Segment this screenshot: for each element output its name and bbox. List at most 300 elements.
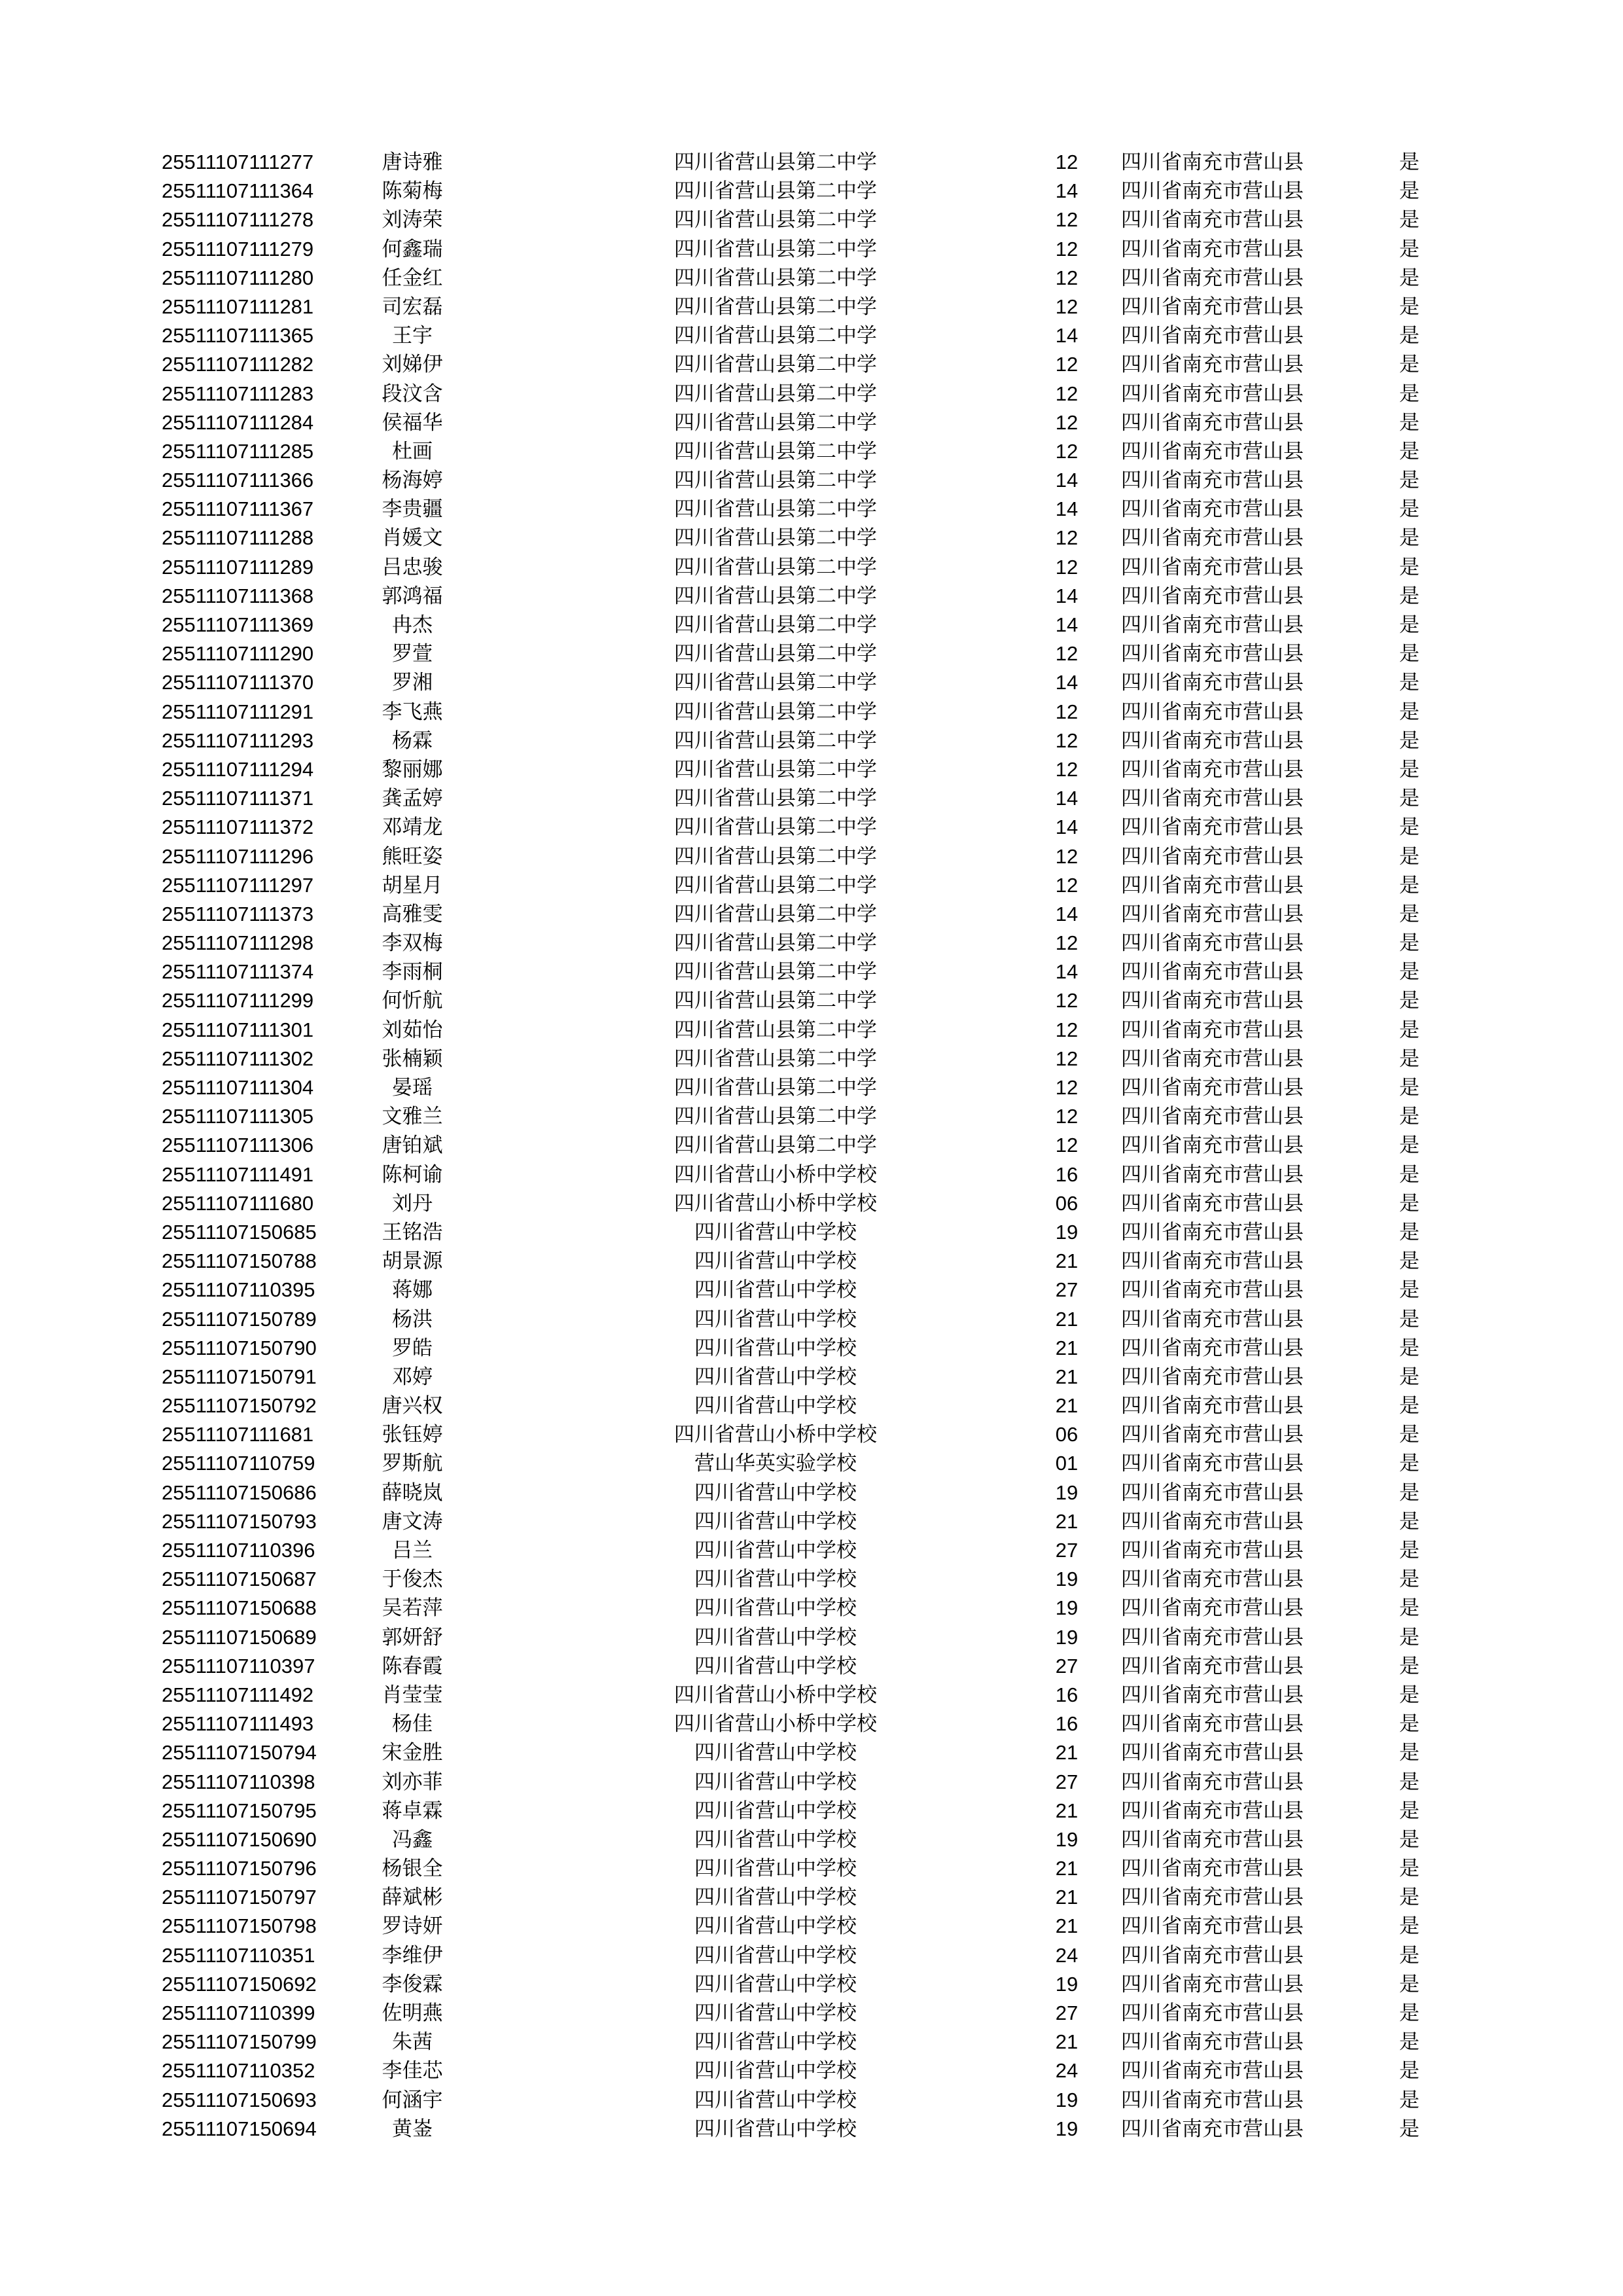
student-id-cell: 25511107111306 — [162, 1134, 314, 1157]
table-row — [0, 755, 1623, 784]
table-row — [0, 842, 1623, 871]
student-id-cell: 25511107111370 — [162, 671, 314, 694]
region-cell: 四川省南充市营山县 — [1121, 1914, 1304, 1939]
student-id-cell: 25511107111298 — [162, 931, 314, 955]
table-row — [0, 1334, 1623, 1363]
category-code-cell: 21 — [1055, 1799, 1079, 1822]
region-cell: 四川省南充市营山县 — [1121, 1047, 1304, 1071]
student-id-cell: 25511107150792 — [162, 1394, 317, 1418]
student-id-cell: 25511107111285 — [162, 439, 314, 463]
category-code-cell: 01 — [1055, 1452, 1079, 1475]
school-name-cell: 四川省营山中学校 — [694, 1886, 857, 1910]
table-row — [0, 1391, 1623, 1420]
school-name-cell: 四川省营山小桥中学校 — [674, 1162, 877, 1187]
student-name-cell: 任金红 — [382, 266, 443, 290]
status-flag-cell: 是 — [1399, 1943, 1419, 1967]
status-flag-cell: 是 — [1399, 1220, 1419, 1244]
student-name-cell: 吕忠骏 — [382, 555, 443, 579]
school-name-cell: 四川省营山中学校 — [694, 2088, 857, 2112]
student-name-cell: 文雅兰 — [382, 1105, 443, 1129]
category-code-cell: 12 — [1055, 728, 1079, 752]
student-name-cell: 张钰婷 — [382, 1423, 443, 1447]
school-name-cell: 四川省营山中学校 — [694, 1827, 857, 1852]
student-name-cell: 龚孟婷 — [382, 787, 443, 811]
student-id-cell: 25511107111493 — [162, 1712, 314, 1736]
student-name-cell: 宋金胜 — [382, 1741, 443, 1765]
student-id-cell: 25511107111282 — [162, 353, 314, 376]
student-id-cell: 25511107111369 — [162, 613, 314, 636]
student-id-cell: 25511107150690 — [162, 1827, 317, 1851]
region-cell: 四川省南充市营山县 — [1121, 208, 1304, 232]
category-code-cell: 14 — [1055, 497, 1079, 521]
status-flag-cell: 是 — [1399, 816, 1419, 840]
student-id-cell: 25511107150797 — [162, 1886, 317, 1909]
table-row — [0, 437, 1623, 466]
student-name-cell: 陈柯谕 — [382, 1162, 443, 1187]
region-cell: 四川省南充市营山县 — [1121, 1336, 1304, 1360]
category-code-cell: 12 — [1055, 555, 1079, 579]
region-cell: 四川省南充市营山县 — [1121, 1423, 1304, 1447]
category-code-cell: 19 — [1055, 2088, 1079, 2111]
category-code-cell: 12 — [1055, 844, 1079, 868]
category-code-cell: 12 — [1055, 1076, 1079, 1099]
region-cell: 四川省南充市营山县 — [1121, 382, 1304, 406]
status-flag-cell: 是 — [1399, 1394, 1419, 1418]
category-code-cell: 12 — [1055, 439, 1079, 463]
school-name-cell: 四川省营山中学校 — [694, 1249, 857, 1274]
student-name-cell: 刘茹怡 — [382, 1018, 443, 1042]
school-name-cell: 四川省营山小桥中学校 — [674, 1423, 877, 1447]
student-id-cell: 25511107150694 — [162, 2117, 317, 2140]
student-id-cell: 25511107110399 — [162, 2001, 315, 2024]
student-id-cell: 25511107111371 — [162, 787, 314, 810]
table-row — [0, 1854, 1623, 1883]
status-flag-cell: 是 — [1399, 1307, 1419, 1331]
school-name-cell: 四川省营山县第二中学 — [674, 439, 877, 463]
student-id-cell: 25511107150795 — [162, 1799, 317, 1822]
status-flag-cell: 是 — [1399, 728, 1419, 753]
student-name-cell: 杨佳 — [392, 1712, 433, 1736]
table-row — [0, 2028, 1623, 2056]
student-name-cell: 杨洪 — [392, 1307, 433, 1331]
region-cell: 四川省南充市营山县 — [1121, 237, 1304, 261]
region-cell: 四川省南充市营山县 — [1121, 960, 1304, 984]
region-cell: 四川省南充市营山县 — [1121, 439, 1304, 463]
student-id-cell: 25511107110398 — [162, 1770, 315, 1793]
school-name-cell: 四川省营山县第二中学 — [674, 1076, 877, 1100]
region-cell: 四川省南充市营山县 — [1121, 353, 1304, 377]
status-flag-cell: 是 — [1399, 1799, 1419, 1823]
category-code-cell: 12 — [1055, 526, 1079, 550]
school-name-cell: 四川省营山县第二中学 — [674, 1105, 877, 1129]
student-id-cell: 25511107150687 — [162, 1568, 317, 1591]
table-row — [0, 1912, 1623, 1941]
school-name-cell: 四川省营山中学校 — [694, 1741, 857, 1765]
category-code-cell: 19 — [1055, 1480, 1079, 1504]
school-name-cell: 四川省营山中学校 — [694, 1654, 857, 1678]
student-name-cell: 李飞燕 — [382, 700, 443, 724]
status-flag-cell: 是 — [1399, 1336, 1419, 1360]
region-cell: 四川省南充市营山县 — [1121, 1480, 1304, 1505]
school-name-cell: 四川省营山中学校 — [694, 1307, 857, 1331]
school-name-cell: 四川省营山县第二中学 — [674, 757, 877, 781]
region-cell: 四川省南充市营山县 — [1121, 324, 1304, 348]
category-code-cell: 12 — [1055, 208, 1079, 232]
table-row — [0, 1363, 1623, 1391]
school-name-cell: 四川省营山县第二中学 — [674, 787, 877, 811]
status-flag-cell: 是 — [1399, 844, 1419, 869]
student-name-cell: 冯鑫 — [392, 1827, 433, 1852]
region-cell: 四川省南充市营山县 — [1121, 1249, 1304, 1274]
school-name-cell: 四川省营山县第二中学 — [674, 671, 877, 695]
region-cell: 四川省南充市营山县 — [1121, 1452, 1304, 1476]
table-row — [0, 2056, 1623, 2085]
school-name-cell: 四川省营山中学校 — [694, 1799, 857, 1823]
student-id-cell: 25511107111374 — [162, 960, 314, 984]
category-code-cell: 12 — [1055, 237, 1079, 260]
school-name-cell: 四川省营山县第二中学 — [674, 237, 877, 261]
student-name-cell: 唐文涛 — [382, 1509, 443, 1534]
school-name-cell: 四川省营山县第二中学 — [674, 324, 877, 348]
category-code-cell: 21 — [1055, 1509, 1079, 1533]
status-flag-cell: 是 — [1399, 989, 1419, 1013]
school-name-cell: 四川省营山中学校 — [694, 2117, 857, 2141]
region-cell: 四川省南充市营山县 — [1121, 1394, 1304, 1418]
student-name-cell: 王宇 — [392, 324, 433, 348]
status-flag-cell: 是 — [1399, 1712, 1419, 1736]
school-name-cell: 四川省营山小桥中学校 — [674, 1683, 877, 1707]
student-name-cell: 李俊霖 — [382, 1972, 443, 1996]
table-row — [0, 1045, 1623, 1073]
student-id-cell: 25511107150686 — [162, 1480, 317, 1504]
region-cell: 四川省南充市营山县 — [1121, 1654, 1304, 1678]
student-id-cell: 25511107150688 — [162, 1596, 317, 1620]
table-row — [0, 1999, 1623, 2028]
student-name-cell: 张楠颖 — [382, 1047, 443, 1071]
region-cell: 四川省南充市营山县 — [1121, 1539, 1304, 1562]
student-id-cell: 25511107111365 — [162, 324, 314, 348]
status-flag-cell: 是 — [1399, 1683, 1419, 1707]
category-code-cell: 12 — [1055, 151, 1079, 173]
category-code-cell: 12 — [1055, 1018, 1079, 1041]
student-name-cell: 李维伊 — [382, 1943, 443, 1967]
region-cell: 四川省南充市营山县 — [1121, 151, 1304, 174]
category-code-cell: 12 — [1055, 295, 1079, 318]
category-code-cell: 19 — [1055, 1220, 1079, 1244]
region-cell: 四川省南充市营山县 — [1121, 1509, 1304, 1534]
school-name-cell: 四川省营山中学校 — [694, 1770, 857, 1794]
student-id-cell: 25511107111277 — [162, 151, 314, 173]
school-name-cell: 四川省营山县第二中学 — [674, 989, 877, 1013]
region-cell: 四川省南充市营山县 — [1121, 497, 1304, 522]
status-flag-cell: 是 — [1399, 1365, 1419, 1389]
student-name-cell: 佐明燕 — [382, 2001, 443, 2025]
table-row — [0, 698, 1623, 726]
school-name-cell: 四川省营山县第二中学 — [674, 295, 877, 319]
status-flag-cell: 是 — [1399, 1770, 1419, 1794]
school-name-cell: 四川省营山县第二中学 — [674, 902, 877, 926]
table-row — [0, 871, 1623, 900]
student-name-cell: 罗斯航 — [382, 1452, 443, 1476]
category-code-cell: 14 — [1055, 902, 1079, 925]
student-id-cell: 25511107111367 — [162, 497, 314, 521]
student-id-cell: 25511107111299 — [162, 989, 314, 1013]
status-flag-cell: 是 — [1399, 1134, 1419, 1158]
category-code-cell: 14 — [1055, 179, 1079, 203]
school-name-cell: 四川省营山县第二中学 — [674, 1018, 877, 1042]
status-flag-cell: 是 — [1399, 2088, 1419, 2112]
table-row — [0, 1189, 1623, 1218]
school-name-cell: 四川省营山中学校 — [694, 1278, 857, 1302]
category-code-cell: 19 — [1055, 1596, 1079, 1620]
category-code-cell: 27 — [1055, 1770, 1079, 1793]
table-row — [0, 206, 1623, 234]
student-name-cell: 段汶含 — [382, 382, 443, 406]
student-id-cell: 25511107111279 — [162, 237, 314, 260]
table-row — [0, 1449, 1623, 1478]
student-name-cell: 吕兰 — [392, 1539, 433, 1562]
region-cell: 四川省南充市营山县 — [1121, 2088, 1304, 2112]
region-cell: 四川省南充市营山县 — [1121, 873, 1304, 897]
table-row — [0, 1247, 1623, 1276]
table-row — [0, 1536, 1623, 1565]
category-code-cell: 21 — [1055, 1886, 1079, 1909]
region-cell: 四川省南充市营山县 — [1121, 555, 1304, 579]
student-name-cell: 刘亦菲 — [382, 1770, 443, 1794]
student-name-cell: 杨银全 — [382, 1857, 443, 1881]
table-row — [0, 177, 1623, 206]
status-flag-cell: 是 — [1399, 1886, 1419, 1910]
student-name-cell: 黎丽娜 — [382, 757, 443, 781]
student-name-cell: 刘涛荣 — [382, 208, 443, 232]
table-row — [0, 1883, 1623, 1912]
student-name-cell: 邓婷 — [392, 1365, 433, 1389]
student-id-cell: 25511107111283 — [162, 382, 314, 405]
student-name-cell: 肖媛文 — [382, 526, 443, 550]
student-name-cell: 何忻航 — [382, 989, 443, 1013]
table-row — [0, 524, 1623, 552]
student-id-cell: 25511107150799 — [162, 2030, 317, 2054]
table-row — [0, 1507, 1623, 1536]
student-id-cell: 25511107150798 — [162, 1914, 317, 1938]
status-flag-cell: 是 — [1399, 1249, 1419, 1274]
category-code-cell: 27 — [1055, 1539, 1079, 1562]
region-cell: 四川省南充市营山县 — [1121, 410, 1304, 435]
student-name-cell: 胡景源 — [382, 1249, 443, 1274]
table-row — [0, 1594, 1623, 1623]
student-id-cell: 25511107150790 — [162, 1336, 317, 1359]
category-code-cell: 06 — [1055, 1191, 1079, 1215]
student-id-cell: 25511107111304 — [162, 1076, 314, 1099]
table-row — [0, 1797, 1623, 1825]
category-code-cell: 21 — [1055, 1914, 1079, 1938]
table-row — [0, 784, 1623, 813]
category-code-cell: 21 — [1055, 1249, 1079, 1273]
student-name-cell: 于俊杰 — [382, 1568, 443, 1592]
category-code-cell: 19 — [1055, 2117, 1079, 2140]
student-name-cell: 罗萱 — [392, 642, 433, 666]
table-row — [0, 1160, 1623, 1189]
student-name-cell: 熊旺姿 — [382, 844, 443, 869]
student-name-cell: 吴若萍 — [382, 1596, 443, 1621]
student-name-cell: 邓靖龙 — [382, 816, 443, 840]
category-code-cell: 12 — [1055, 353, 1079, 376]
region-cell: 四川省南充市营山县 — [1121, 1278, 1304, 1302]
student-name-cell: 唐铂斌 — [382, 1134, 443, 1158]
student-name-cell: 罗诗妍 — [382, 1914, 443, 1939]
category-code-cell: 12 — [1055, 266, 1079, 289]
student-id-cell: 25511107150693 — [162, 2088, 317, 2111]
region-cell: 四川省南充市营山县 — [1121, 1943, 1304, 1967]
student-id-cell: 25511107111302 — [162, 1047, 314, 1070]
student-id-cell: 25511107111289 — [162, 555, 314, 579]
school-name-cell: 四川省营山中学校 — [694, 1539, 857, 1562]
category-code-cell: 14 — [1055, 324, 1079, 348]
status-flag-cell: 是 — [1399, 1191, 1419, 1215]
table-row — [0, 1738, 1623, 1767]
school-name-cell: 四川省营山中学校 — [694, 1857, 857, 1881]
student-name-cell: 朱茜 — [392, 2030, 433, 2054]
region-cell: 四川省南充市营山县 — [1121, 1105, 1304, 1129]
school-name-cell: 四川省营山县第二中学 — [674, 353, 877, 377]
status-flag-cell: 是 — [1399, 700, 1419, 724]
student-name-cell: 司宏磊 — [382, 295, 443, 319]
region-cell: 四川省南充市营山县 — [1121, 1596, 1304, 1621]
student-id-cell: 25511107111290 — [162, 642, 314, 666]
student-id-cell: 25511107111293 — [162, 728, 314, 752]
region-cell: 四川省南充市营山县 — [1121, 1741, 1304, 1765]
status-flag-cell: 是 — [1399, 1596, 1419, 1621]
student-id-cell: 25511107111492 — [162, 1683, 314, 1706]
region-cell: 四川省南充市营山县 — [1121, 1857, 1304, 1881]
table-row — [0, 408, 1623, 437]
student-name-cell: 何涵宇 — [382, 2088, 443, 2112]
student-name-cell: 高雅雯 — [382, 902, 443, 926]
student-id-cell: 25511107111296 — [162, 844, 314, 868]
region-cell: 四川省南充市营山县 — [1121, 671, 1304, 695]
table-row — [0, 235, 1623, 264]
student-name-cell: 刘丹 — [392, 1191, 433, 1215]
school-name-cell: 四川省营山中学校 — [694, 1943, 857, 1967]
student-id-cell: 25511107111364 — [162, 179, 314, 203]
student-id-cell: 25511107111373 — [162, 902, 314, 925]
student-name-cell: 杜画 — [392, 439, 433, 463]
region-cell: 四川省南充市营山县 — [1121, 989, 1304, 1013]
school-name-cell: 四川省营山中学校 — [694, 2030, 857, 2054]
school-name-cell: 四川省营山县第二中学 — [674, 266, 877, 290]
status-flag-cell: 是 — [1399, 2117, 1419, 2141]
category-code-cell: 19 — [1055, 1625, 1079, 1649]
status-flag-cell: 是 — [1399, 1076, 1419, 1100]
status-flag-cell: 是 — [1399, 151, 1419, 174]
status-flag-cell: 是 — [1399, 1452, 1419, 1476]
region-cell: 四川省南充市营山县 — [1121, 1162, 1304, 1187]
school-name-cell: 四川省营山小桥中学校 — [674, 1191, 877, 1215]
status-flag-cell: 是 — [1399, 787, 1419, 811]
status-flag-cell: 是 — [1399, 960, 1419, 984]
table-row — [0, 1276, 1623, 1304]
student-name-cell: 蒋娜 — [392, 1278, 433, 1302]
region-cell: 四川省南充市营山县 — [1121, 1827, 1304, 1852]
category-code-cell: 14 — [1055, 960, 1079, 984]
region-cell: 四川省南充市营山县 — [1121, 787, 1304, 811]
table-row — [0, 1710, 1623, 1738]
status-flag-cell: 是 — [1399, 1509, 1419, 1534]
status-flag-cell: 是 — [1399, 237, 1419, 261]
category-code-cell: 19 — [1055, 1568, 1079, 1591]
table-row — [0, 148, 1623, 177]
category-code-cell: 14 — [1055, 671, 1079, 694]
student-name-cell: 杨霖 — [392, 728, 433, 753]
region-cell: 四川省南充市营山县 — [1121, 1134, 1304, 1158]
school-name-cell: 四川省营山县第二中学 — [674, 555, 877, 579]
status-flag-cell: 是 — [1399, 1047, 1419, 1071]
table-row — [0, 2086, 1623, 2115]
table-row — [0, 813, 1623, 842]
student-id-cell: 25511107111372 — [162, 816, 314, 839]
student-id-cell: 25511107111301 — [162, 1018, 314, 1041]
student-name-cell: 王铭浩 — [382, 1220, 443, 1244]
student-name-cell: 胡星月 — [382, 873, 443, 897]
student-id-cell: 25511107150789 — [162, 1307, 317, 1331]
status-flag-cell: 是 — [1399, 353, 1419, 377]
region-cell: 四川省南充市营山县 — [1121, 2030, 1304, 2054]
table-row — [0, 1681, 1623, 1710]
student-id-cell: 25511107110759 — [162, 1452, 315, 1475]
table-row — [0, 1479, 1623, 1507]
table-row — [0, 495, 1623, 524]
school-name-cell: 四川省营山中学校 — [694, 1914, 857, 1939]
region-cell: 四川省南充市营山县 — [1121, 469, 1304, 493]
student-name-cell: 唐诗雅 — [382, 151, 443, 174]
table-row — [0, 900, 1623, 929]
table-row — [0, 726, 1623, 755]
table-row — [0, 1652, 1623, 1681]
category-code-cell: 14 — [1055, 584, 1079, 607]
category-code-cell: 14 — [1055, 787, 1079, 810]
status-flag-cell: 是 — [1399, 1914, 1419, 1939]
region-cell: 四川省南充市营山县 — [1121, 266, 1304, 290]
student-id-cell: 25511107111291 — [162, 700, 314, 723]
category-code-cell: 12 — [1055, 410, 1079, 434]
student-name-cell: 晏瑶 — [392, 1076, 433, 1100]
category-code-cell: 06 — [1055, 1423, 1079, 1446]
table-row — [0, 350, 1623, 379]
table-row — [0, 1102, 1623, 1131]
student-name-cell: 侯福华 — [382, 410, 443, 435]
student-id-cell: 25511107111281 — [162, 295, 314, 318]
category-code-cell: 12 — [1055, 700, 1079, 723]
table-row — [0, 1016, 1623, 1045]
region-cell: 四川省南充市营山县 — [1121, 1568, 1304, 1592]
student-id-cell: 25511107150793 — [162, 1509, 317, 1533]
table-row — [0, 466, 1623, 495]
category-code-cell: 24 — [1055, 2059, 1079, 2083]
school-name-cell: 四川省营山中学校 — [694, 1625, 857, 1649]
category-code-cell: 14 — [1055, 613, 1079, 636]
table-row — [0, 639, 1623, 668]
student-name-cell: 蒋卓霖 — [382, 1799, 443, 1823]
category-code-cell: 21 — [1055, 2030, 1079, 2054]
region-cell: 四川省南充市营山县 — [1121, 1770, 1304, 1794]
student-id-cell: 25511107111280 — [162, 266, 314, 289]
status-flag-cell: 是 — [1399, 1105, 1419, 1129]
table-row — [0, 1218, 1623, 1247]
student-name-cell: 罗湘 — [392, 671, 433, 695]
school-name-cell: 四川省营山县第二中学 — [674, 931, 877, 956]
region-cell: 四川省南充市营山县 — [1121, 642, 1304, 666]
region-cell: 四川省南充市营山县 — [1121, 1972, 1304, 1996]
